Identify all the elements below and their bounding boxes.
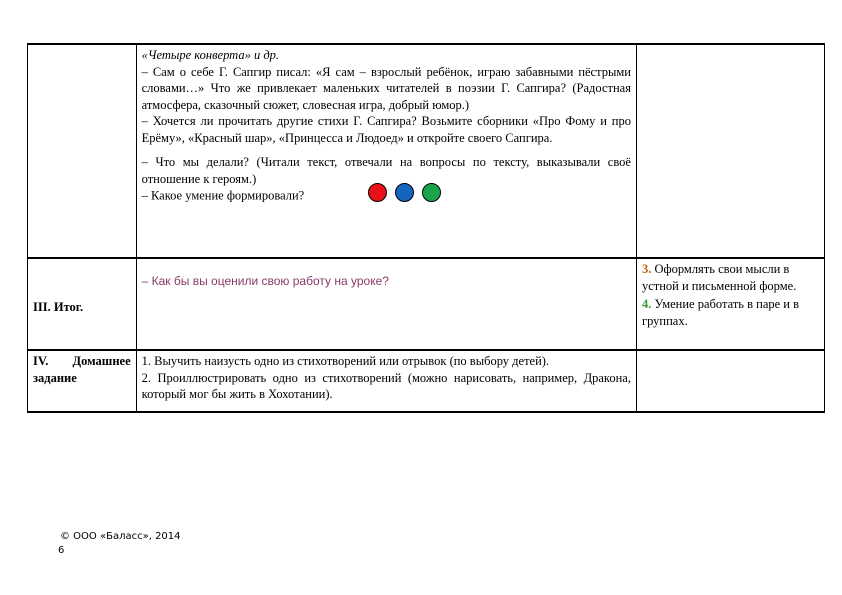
text-line <box>142 187 631 206</box>
copyright-footer: © ООО «Баласс», 2014 <box>60 531 181 542</box>
text-line: «Четыре конверта» и др. <box>141 48 280 62</box>
stage-label: Домашнее <box>72 354 131 368</box>
text-line: – Сам о себе Г. Сапгир писал: «Я сам – взрослый ребёнок, играю забавными пёстрыми словами…» Что же привлекает маленьких читателей в поэзии Г. Сапгира? (Радостная атмосфера, сказочный сюжет, словесная игра, добрый юмор.) <box>141 64 631 112</box>
lesson-table <box>27 43 825 413</box>
table-row <box>28 258 825 350</box>
stage-cell-empty <box>28 44 137 258</box>
stage-cell <box>28 350 137 412</box>
skill-item <box>642 296 819 329</box>
stage-number: IV. <box>33 354 49 368</box>
blue-circle <box>395 183 414 202</box>
text-line: – Хочется ли прочитать другие стихи Г. Сапгира? Возьмите сборники «Про Фому и про Ерёму», «Красный шар», «Принцесса и Людоед» и откройте своего Сапгира. <box>141 114 631 145</box>
table-row <box>28 44 825 258</box>
activity-cell <box>136 44 636 258</box>
question-text: – Как бы вы оценили свою работу на уроке? <box>141 274 389 288</box>
skill-text: Умение работать в паре и в группах. <box>641 297 800 328</box>
text-line: – Что мы делали? (Читали текст, отвечали на вопросы по тексту, выказывали своё отношение к героям.) <box>141 155 631 186</box>
skills-cell-empty <box>636 44 824 258</box>
table-row <box>28 350 825 412</box>
skill-item <box>642 261 819 294</box>
stage-label: III. Итог. <box>33 300 84 314</box>
green-circle <box>422 183 441 202</box>
skill-number: 4. <box>641 297 652 311</box>
stage-cell <box>28 258 137 350</box>
skills-cell <box>636 258 824 350</box>
red-circle <box>368 183 387 202</box>
activity-cell <box>136 258 636 350</box>
color-circles <box>368 183 441 202</box>
task-item: 1. Выучить наизусть одно из стихотворений или отрывок (по выбору детей). <box>141 354 550 368</box>
task-item: 2. Проиллюстрировать одно из стихотворений (можно нарисовать, например, Дракона, который мог бы жить в Хохотании). <box>141 370 631 401</box>
stage-label-cont: задание <box>33 370 77 385</box>
activity-cell <box>136 350 636 412</box>
skill-text: Оформлять свои мысли в устной и письменной форме. <box>641 262 797 293</box>
page-number: 6 <box>58 545 65 556</box>
skills-cell-empty <box>636 350 824 412</box>
skill-number: 3. <box>641 262 652 276</box>
question-text: – Какое умение формировали? <box>141 188 305 203</box>
